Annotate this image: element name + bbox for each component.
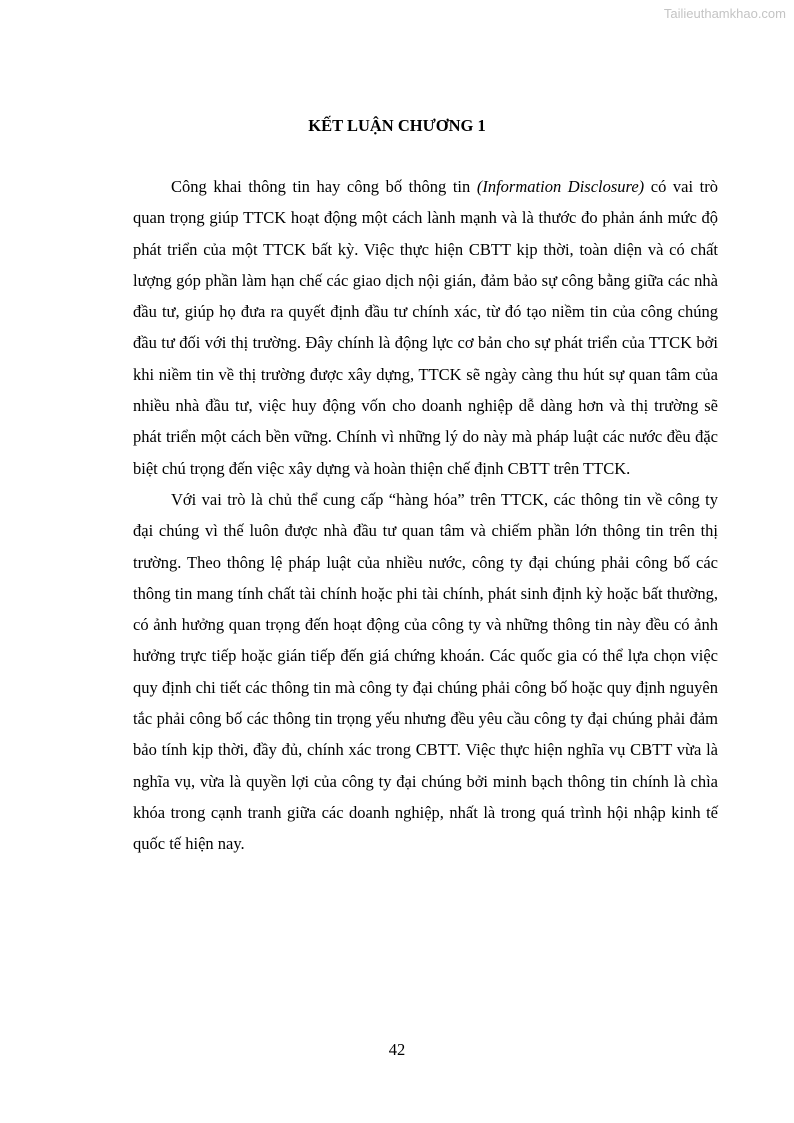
watermark: Tailieuthamkhao.com [663,6,786,21]
paragraph-1-emphasis: (Information Disclosure) [476,177,645,196]
body-text [133,171,718,860]
paragraph-1-after: có vai trò quan trọng giúp TTCK hoạt động một cách lành mạnh và là thước đo phản ánh mức độ phát triển của một TTCK bất kỳ. Việc thực hiện CBTT kịp thời, toàn diện và có chất lượng góp phần làm hạn chế các giao dịch nội gián, đảm bảo sự công bằng giữa các nhà đầu tư, giúp họ đưa ra quyết định đầu tư chính xác, từ đó tạo niềm tin của công chúng đầu tư đối với thị trường. Đây chính là động lực cơ bản cho sự phát triển của TTCK bởi khi niềm tin về thị trường được xây dựng, TTCK sẽ ngày càng thu hút sự quan tâm của nhiều nhà đầu tư, việc huy động vốn cho doanh nghiệp dễ dàng hơn và thị trường sẽ phát triển một cách bền vững. Chính vì những lý do này mà pháp luật các nước đều đặc biệt chú trọng đến việc xây dựng và hoàn thiện chế định CBTT trên TTCK. [133,177,718,478]
paragraph-1 [133,171,718,484]
page-number: 42 [388,1040,406,1059]
paragraph-2: Với vai trò là chủ thể cung cấp “hàng hóa” trên TTCK, các thông tin về công ty đại chúng vì thế luôn được nhà đầu tư quan tâm và chiếm phần lớn thông tin trên thị trường. Theo thông lệ pháp luật của nhiều nước, công ty đại chúng phải công bố các thông tin mang tính chất tài chính hoặc phi tài chính, phát sinh định kỳ hoặc bất thường, có ảnh hưởng quan trọng đến hoạt động của công ty và những thông tin này đều có ảnh hưởng trực tiếp hoặc gián tiếp đến giá chứng khoán. Các quốc gia có thể lựa chọn việc quy định chi tiết các thông tin mà công ty đại chúng phải công bố hoặc quy định nguyên tắc phải công bố các thông tin trọng yếu nhưng đều yêu cầu công ty đại chúng phải đảm bảo tính kịp thời, đầy đủ, chính xác trong CBTT. Việc thực hiện nghĩa vụ CBTT vừa là nghĩa vụ, vừa là quyền lợi của công ty đại chúng bởi minh bạch thông tin chính là chìa khóa trong cạnh tranh giữa các doanh nghiệp, nhất là trong quá trình hội nhập kinh tế quốc tế hiện nay. [133,489,718,854]
paragraph-1-before: Công khai thông tin hay công bố thông tin [171,177,477,196]
chapter-conclusion-heading: KẾT LUẬN CHƯƠNG 1 [308,116,486,135]
